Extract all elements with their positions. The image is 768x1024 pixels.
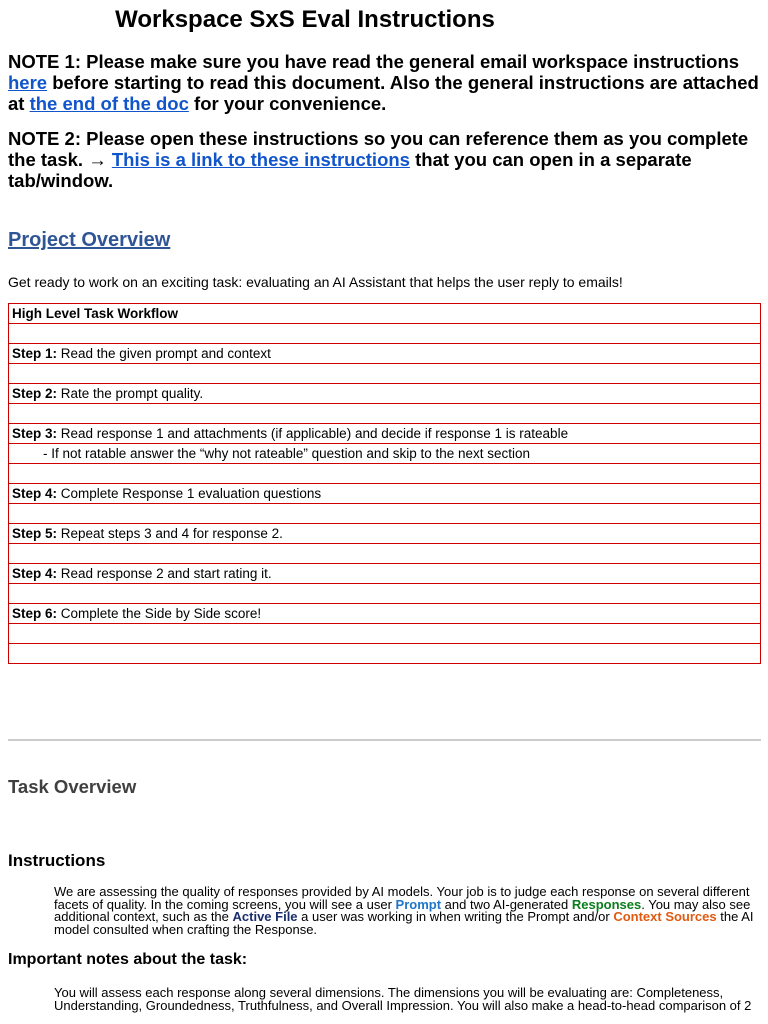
project-intro: Get ready to work on an exciting task: evaluating an AI Assistant that helps the user reply to emails! [8,274,623,290]
workflow-cell [9,344,761,364]
important-notes-paragraph: You will assess each response along several dimensions. The dimensions you will be evaluating are: Completeness, Understanding, Groundedness, Truthfulness, and Overall Impression. You will also make a head-to-head comparison of 2 [54,985,752,1013]
workflow-cell [9,624,761,644]
workflow-cell [9,544,761,564]
workflow-row [9,324,761,344]
workflow-header-row [9,304,761,324]
note-1-text-a: NOTE 1: Please make sure you have read the general email workspace instructions [8,51,740,72]
here-link[interactable]: here [8,72,48,93]
step-text: Complete the Side by Side score! [57,606,262,621]
instructions-paragraph [54,886,754,936]
workflow-cell [9,464,761,484]
step-label: Step 3: [12,426,58,441]
note-1-text-c: for your convenience. [188,93,387,114]
workflow-cell [9,384,761,404]
step-text: Rate the prompt quality. [57,386,204,401]
context-sources-term: Context Sources [613,909,717,924]
instr-text-e: the AI model consulted when crafting the Response. [54,909,754,937]
workflow-row [9,484,761,504]
workflow-cell [9,324,761,344]
workflow-table [8,303,761,664]
instr-text-c: . You may also see additional context, such as the [54,896,751,924]
workflow-header-label: High Level Task Workflow [12,306,179,321]
document-title: Workspace SxS Eval Instructions [115,6,495,33]
step-text: Complete Response 1 evaluation questions [57,486,322,501]
workflow-row [9,584,761,604]
project-overview-heading[interactable]: Project Overview [8,229,171,251]
workflow-subrow [9,444,761,464]
step-label: Step 1: [12,346,58,361]
workflow-row [9,364,761,384]
end-of-doc-link[interactable]: the end of the doc [29,93,189,114]
step-text: Read the given prompt and context [57,346,271,361]
step-label: Step 5: [12,526,58,541]
workflow-header [9,304,761,324]
workflow-row [9,504,761,524]
workflow-cell [9,644,761,664]
workflow-cell [9,364,761,384]
note-2-text-b: that you can open in a separate tab/window. [8,149,692,191]
active-file-term: Active File [232,909,298,924]
section-divider [8,739,761,741]
workflow-row [9,404,761,424]
workflow-row [9,524,761,544]
instructions-link[interactable]: This is a link to these instructions [111,149,410,170]
step-label: Step 2: [12,386,58,401]
workflow-row [9,544,761,564]
workflow-subnote: - If not ratable answer the “why not rateable” question and skip to the next section [9,444,761,464]
note-2-text-a: NOTE 2: Please open these instructions so you can reference them as you complete the task. → [8,128,749,170]
workflow-row [9,644,761,664]
step-label: Step 4: [12,566,58,581]
workflow-cell [9,564,761,584]
workflow-row [9,424,761,444]
note-2 [8,128,760,191]
step-label: Step 4: [12,486,58,501]
workflow-row [9,564,761,584]
workflow-cell [9,504,761,524]
instructions-heading: Instructions [8,851,106,870]
instr-text-a: We are assessing the quality of responses provided by AI models. Your job is to judge each response on several different facets of quality. In the coming screens, you will see a user [54,884,750,912]
task-overview-heading: Task Overview [8,776,137,797]
workflow-row [9,624,761,644]
instr-text-d: a user was working in when writing the Prompt and/or [297,909,614,924]
workflow-cell [9,584,761,604]
step-label: Step 6: [12,606,58,621]
note-1 [8,51,760,114]
workflow-cell [9,424,761,444]
workflow-cell [9,604,761,624]
workflow-row [9,464,761,484]
workflow-cell [9,524,761,544]
prompt-term: Prompt [395,896,442,912]
responses-term: Responses [571,896,642,912]
workflow-row [9,604,761,624]
instr-text-b: and two AI-generated [441,896,572,912]
workflow-row [9,344,761,364]
note-1-text-b: before starting to read this document. Also the general instructions are attached at [8,72,759,114]
workflow-cell [9,404,761,424]
important-notes-heading: Important notes about the task: [8,951,248,968]
workflow-cell [9,484,761,504]
step-text: Repeat steps 3 and 4 for response 2. [57,526,283,541]
step-text: Read response 2 and start rating it. [57,566,272,581]
workflow-row [9,384,761,404]
step-text: Read response 1 and attachments (if applicable) and decide if response 1 is rateable [57,426,569,441]
